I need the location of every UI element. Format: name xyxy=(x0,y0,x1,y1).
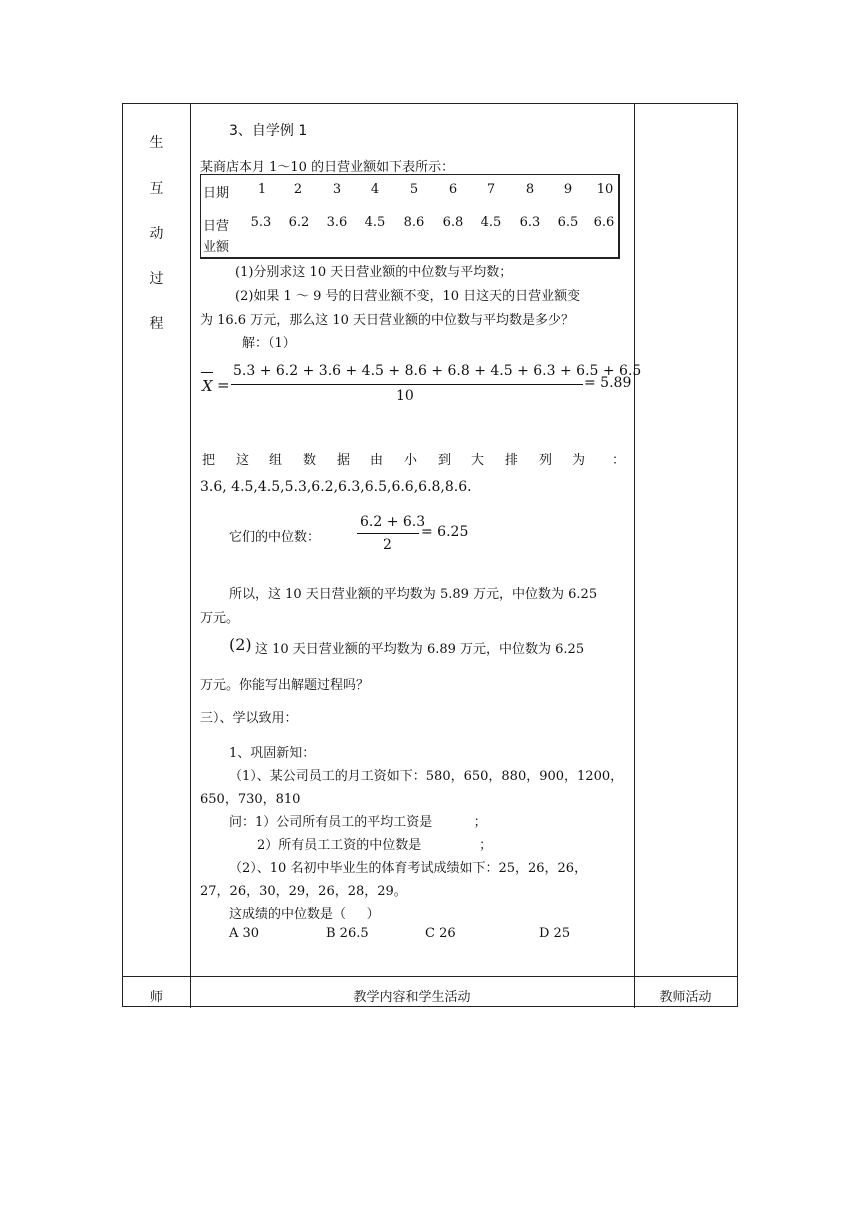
sort-char: 大 xyxy=(471,453,485,468)
conclusion-2-line-2: 万元。你能写出解题过程吗？ xyxy=(200,678,370,693)
option-d: D 25 xyxy=(539,926,571,941)
table-cell: 4 xyxy=(370,182,380,197)
footer-left: 师 xyxy=(149,990,163,1005)
table-cell: 6.6 xyxy=(593,215,615,230)
option-c: C 26 xyxy=(425,926,456,941)
median-result: = 6.25 xyxy=(421,524,469,540)
table-cell: 3.6 xyxy=(326,215,348,230)
main-content xyxy=(198,104,642,974)
mean-fraction-bar xyxy=(231,384,583,385)
revenue-table xyxy=(200,174,620,259)
table-cell: 7 xyxy=(486,182,496,197)
table-cell: 2 xyxy=(293,182,303,197)
table-cell: 1 xyxy=(257,182,267,197)
sort-char: 排 xyxy=(505,453,519,468)
option-a: A 30 xyxy=(229,926,260,941)
side-char: 程 xyxy=(149,316,164,332)
exercise-1-question-2: 2）所有员工工资的中位数是 ； xyxy=(257,838,493,853)
exercise-2-line-2: 27，26，30，29，26，28，29。 xyxy=(200,884,407,899)
column-divider-left xyxy=(190,104,191,1008)
table-cell: 6.3 xyxy=(519,215,541,230)
sort-char: 把 xyxy=(202,453,216,468)
lesson-table xyxy=(122,103,738,1007)
side-char: 互 xyxy=(149,181,164,197)
side-char: 动 xyxy=(149,226,164,242)
option-b: B 26.5 xyxy=(326,926,369,941)
sort-char: ： xyxy=(612,453,626,468)
conclusion-2-line-1: 这 10 天日营业额的平均数为 6.89 万元，中位数为 6.25 xyxy=(255,642,585,657)
footer-right: 教师活动 xyxy=(659,990,712,1005)
footer-divider xyxy=(123,976,737,977)
exercise-1-question-1: 问：1）公司所有员工的平均工资是 ； xyxy=(229,815,487,830)
mean-numerator: 5.3 + 6.2 + 3.6 + 4.5 + 8.6 + 6.8 + 4.5 + 6.3 + 6.5 + 6.5 xyxy=(233,363,642,379)
exercise-1-line-1: （1）、某公司员工的月工资如下：580，650，880，900，1200， xyxy=(229,769,624,784)
side-char: 生 xyxy=(149,135,164,151)
table-cell: 6.2 xyxy=(288,215,310,230)
exercise-2-question: 这成绩的中位数是（ ） xyxy=(229,907,380,922)
table-cell: 6.5 xyxy=(557,215,579,230)
exercise-2-line-1: （2）、10 名初中毕业生的体育考试成绩如下：25，26，26， xyxy=(229,861,588,876)
sort-char: 数 xyxy=(303,453,317,468)
sort-char: 列 xyxy=(539,453,553,468)
table-cell: 4.5 xyxy=(364,215,386,230)
conclusion-1-line-1: 所以，这 10 天日营业额的平均数为 5.89 万元，中位数为 6.25 xyxy=(229,587,598,602)
column-divider-right xyxy=(634,104,635,1008)
sort-char: 到 xyxy=(438,453,452,468)
table-header-date: 日期 xyxy=(203,186,230,201)
footer-center: 教学内容和学生活动 xyxy=(353,990,471,1005)
median-denominator: 2 xyxy=(383,537,392,553)
intro-text: 某商店本月 1～10 的日营业额如下表所示： xyxy=(200,160,455,175)
median-label: 它们的中位数： xyxy=(229,530,321,545)
solution-label: 解：（1） xyxy=(242,336,296,351)
section-title: 3、自学例 1 xyxy=(229,123,308,139)
conclusion-2-mark: (2) xyxy=(229,635,252,654)
question-1: (1)分别求这 10 天日营业额的中位数与平均数； xyxy=(235,265,513,280)
table-cell: 5 xyxy=(409,182,419,197)
mean-bar xyxy=(201,372,213,373)
sort-char: 小 xyxy=(404,453,418,468)
sorted-values: 3.6, 4.5,4.5,5.3,6.2,6.3,6.5,6.6,6.8,8.6. xyxy=(200,479,472,495)
section-3-title: 三）、学以致用： xyxy=(200,711,298,726)
table-cell: 8.6 xyxy=(403,215,425,230)
sort-char: 由 xyxy=(370,453,384,468)
table-cell: 9 xyxy=(563,182,573,197)
side-char: 过 xyxy=(149,271,164,287)
table-cell: 4.5 xyxy=(480,215,502,230)
mean-equals: = xyxy=(217,376,230,394)
conclusion-1-line-2: 万元。 xyxy=(200,611,240,626)
sort-char: 据 xyxy=(337,453,351,468)
median-numerator: 6.2 + 6.3 xyxy=(360,514,426,530)
exercise-1-line-2: 650，730，810 xyxy=(200,792,301,807)
table-header-revenue-2: 业额 xyxy=(203,240,230,255)
mean-denominator: 10 xyxy=(396,388,414,404)
sort-char: 这 xyxy=(236,453,250,468)
table-cell: 5.3 xyxy=(250,215,272,230)
table-cell: 6.8 xyxy=(442,215,464,230)
sort-char: 组 xyxy=(269,453,283,468)
sort-char: 为 xyxy=(572,453,586,468)
mean-symbol: X xyxy=(202,377,213,395)
question-2-line-2: 为 16.6 万元，那么这 10 天日营业额的中位数与平均数是多少？ xyxy=(200,313,575,328)
median-fraction-bar xyxy=(357,533,419,534)
table-cell: 6 xyxy=(448,182,458,197)
table-header-revenue-1: 日营 xyxy=(203,219,230,234)
table-cell: 8 xyxy=(525,182,535,197)
mean-result: = 5.89 xyxy=(584,375,632,391)
question-2-line-1: (2)如果 1 ～ 9 号的日营业额不变，10 日这天的日营业额变 xyxy=(235,289,581,304)
table-cell: 3 xyxy=(332,182,342,197)
consolidate-title: 1、巩固新知： xyxy=(229,746,316,761)
table-cell: 10 xyxy=(596,182,614,197)
